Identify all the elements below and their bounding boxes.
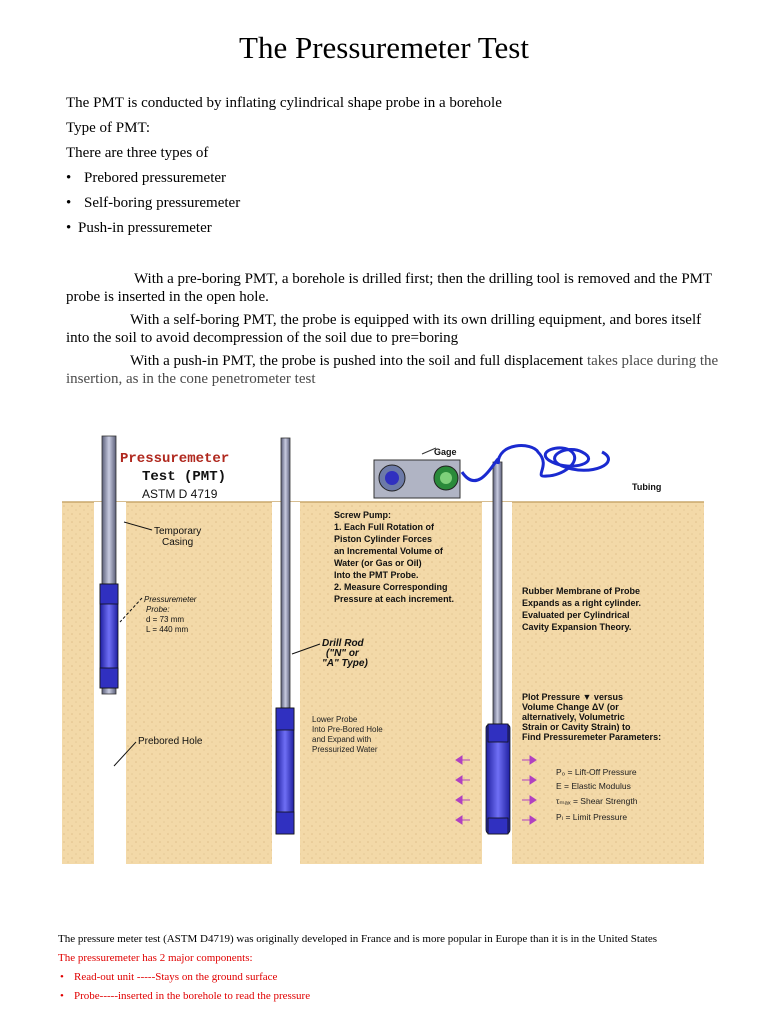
drill-rod	[281, 438, 290, 708]
probe-guard-cell	[100, 668, 118, 688]
screw-pump-line: Into the PMT Probe.	[334, 570, 419, 580]
param-limit-pressure: Pₗ = Limit Pressure	[556, 812, 628, 822]
param-lift-off: P₀ = Lift-Off Pressure	[556, 767, 637, 777]
pmt-diagram-svg	[62, 432, 704, 864]
gage-dial-center	[440, 472, 452, 484]
bullet-icon: •	[66, 220, 72, 236]
membrane-line: Expands as a right cylinder.	[522, 598, 642, 608]
probe-guard-cell	[488, 724, 508, 742]
screw-pump-line: an Incremental Volume of	[334, 546, 443, 556]
pmt-types-list	[66, 168, 726, 238]
pmt-diagram	[62, 432, 704, 864]
footer-notes	[58, 930, 708, 1006]
screw-pump-line: Pressure at each increment.	[334, 594, 455, 604]
tubing-label: Tubing	[632, 482, 662, 492]
tubing-rod	[493, 462, 502, 724]
footer-text: The pressure meter test (ASTM D4719) was originally developed in France and is more popular in Europe than it is in the United States	[58, 933, 658, 945]
param-shear-strength: τₘₐₓ = Shear Strength	[556, 796, 638, 806]
probe-guard-cell	[100, 584, 118, 604]
paragraph: With a push-in PMT, the probe is pushed into the soil and full displacement takes place during the insertion, as in the cone penetrometer test	[66, 353, 719, 387]
figure-title-line2: Test (PMT)	[142, 469, 227, 485]
plot-line: Plot Pressure ▼ versus	[522, 692, 623, 702]
bullet-icon: •	[60, 971, 64, 983]
description-section	[66, 270, 726, 393]
list-item: • Probe-----inserted in the borehole to read the pressure	[58, 987, 708, 1006]
intro-line: There are three types of	[66, 145, 209, 161]
drill-rod-label: ("N" or	[326, 648, 359, 659]
lower-probe-label: Pressurized Water	[312, 745, 378, 754]
probe-guard-cell	[276, 708, 294, 730]
screw-pump-line: Screw Pump:	[334, 510, 392, 520]
lower-probe-label: and Expand with	[312, 735, 372, 744]
membrane-line: Rubber Membrane of Probe	[522, 586, 641, 596]
list-item: • Prebored pressuremeter	[66, 170, 227, 186]
paragraph: With a self-boring PMT, the probe is equipped with its own drilling equipment, and bores itself into the soil to avoid decompression of the soil due to pre=boring	[66, 312, 702, 346]
screw-pump-line: Piston Cylinder Forces	[334, 534, 433, 544]
list-item: • Read-out unit -----Stays on the ground surface	[58, 968, 708, 987]
casing-label: Casing	[162, 537, 194, 548]
probe-label: Pressuremeter	[144, 595, 197, 604]
param-elastic-modulus: E = Elastic Modulus	[556, 781, 631, 791]
intro-line: Type of PMT:	[66, 120, 151, 136]
bullet-icon: •	[66, 170, 72, 186]
gage-dial-center	[385, 471, 399, 485]
list-item: • Self-boring pressuremeter	[66, 195, 241, 211]
probe-dim-l: L = 440 mm	[146, 625, 189, 634]
probe-dim-d: d = 73 mm	[146, 615, 185, 624]
intro-line: The PMT is conducted by inflating cylindrical shape probe in a borehole	[66, 95, 502, 111]
prebored-hole-label: Prebored Hole	[138, 736, 203, 747]
tubing-coil	[498, 446, 608, 477]
plot-line: alternatively, Volumetric	[522, 712, 625, 722]
probe-guard-cell	[276, 812, 294, 834]
casing-label: Temporary	[154, 526, 202, 537]
screw-pump-line: 1. Each Full Rotation of	[334, 522, 435, 532]
membrane-line: Evaluated per Cylindrical	[522, 610, 630, 620]
probe-label: Probe:	[146, 605, 170, 614]
components-list	[58, 968, 708, 1006]
components-heading: The pressuremeter has 2 major components:	[58, 952, 253, 964]
drill-rod-label: "A" Type)	[322, 658, 368, 669]
paragraph: With a pre-boring PMT, a borehole is drilled first; then the drilling tool is removed and the PMT probe is inserted in the open hole.	[66, 271, 712, 305]
screw-pump-line: 2. Measure Corresponding	[334, 582, 448, 592]
soil-ground	[62, 502, 704, 864]
lower-probe-label: Into Pre-Bored Hole	[312, 725, 383, 734]
gage-label: Gage	[434, 447, 457, 457]
plot-line: Volume Change ΔV (or	[522, 702, 619, 712]
list-item: • Push-in pressuremeter	[66, 220, 212, 236]
intro-section	[66, 93, 726, 243]
probe-guard-cell	[488, 818, 508, 834]
page-title: The Pressuremeter Test	[239, 30, 529, 65]
screw-pump-line: Water (or Gas or Oil)	[334, 558, 422, 568]
plot-line: Find Pressuremeter Parameters:	[522, 732, 662, 742]
figure-title-line1: Pressuremeter	[120, 451, 230, 467]
bullet-icon: •	[66, 195, 72, 211]
bullet-icon: •	[60, 990, 64, 1002]
figure-standard: ASTM D 4719	[142, 487, 218, 501]
plot-line: Strain or Cavity Strain) to	[522, 722, 631, 732]
lower-probe-label: Lower Probe	[312, 715, 358, 724]
membrane-line: Cavity Expansion Theory.	[522, 622, 632, 632]
drill-rod-label: Drill Rod	[322, 638, 364, 649]
